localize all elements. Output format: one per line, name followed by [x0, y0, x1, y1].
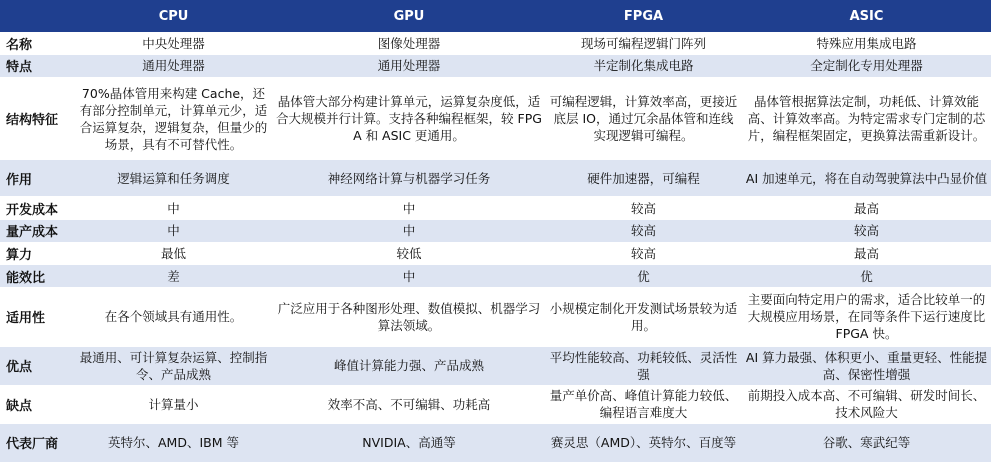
- table-row: [0, 265, 991, 288]
- row-label: 能效比: [0, 265, 74, 288]
- table-cell: 较高: [545, 219, 742, 242]
- table-cell: 英特尔、AMD、IBM 等: [74, 423, 273, 462]
- table-cell: AI 算力最强、体积更小、重量更轻、性能提高、保密性增强: [742, 346, 991, 385]
- table-cell: 中: [273, 219, 545, 242]
- row-label: 量产成本: [0, 219, 74, 242]
- row-label: 名称: [6, 37, 33, 53]
- table-cell: 中: [74, 219, 273, 242]
- table-cell: 计算量小: [148, 396, 199, 412]
- table-cell: 最高: [853, 245, 879, 261]
- table-cell: 谷歌、寒武纪等: [742, 423, 991, 462]
- table-cell: 图像处理器: [377, 35, 441, 51]
- table-cell: 平均性能较高、功耗较低、灵活性强: [545, 346, 742, 385]
- table-row: [0, 77, 991, 159]
- table-cell: 70%晶体管用来构建 Cache，还有部分控制单元，计算单元少，适合运算复杂，逻辑复杂，但量少的场景，具有不可替代性。: [79, 85, 268, 152]
- table-cell: 优: [742, 265, 991, 288]
- header-corner: [0, 0, 74, 32]
- table-row: [0, 287, 991, 346]
- table-cell: 最低: [160, 245, 186, 261]
- row-label: 作用: [0, 160, 74, 197]
- row-label: 优点: [0, 346, 74, 385]
- table-row: [0, 197, 991, 220]
- table-cell: 晶体管大部分构建计算单元，运算复杂度低，适合大规模并行计算。支持各种编程框架，较 FPGA 和 ASIC 更通用。: [276, 94, 542, 143]
- table-row: [0, 242, 991, 265]
- row-label: 开发成本: [6, 202, 59, 218]
- table-row: [0, 55, 991, 78]
- table-cell: 中央处理器: [142, 35, 205, 51]
- table-cell: 效率不高、不可编辑、功耗高: [327, 396, 491, 412]
- table-cell: 特殊应用集成电路: [816, 35, 917, 51]
- table-cell: 较高: [630, 245, 656, 261]
- table-cell: 全定制化专用处理器: [742, 55, 991, 78]
- table-row: [0, 423, 991, 462]
- table-cell: 晶体管根据算法定制，功耗低、计算效能高、计算效率高。为特定需求专门定制的芯片，编程框架固定，更换算法需重新设计。: [747, 94, 986, 143]
- row-label: 特点: [0, 55, 74, 78]
- table-cell: 前期投入成本高、不可编辑、研发时间长、技术风险大: [747, 388, 986, 421]
- header-fpga: FPGA: [545, 0, 742, 32]
- table-cell: 半定制化集成电路: [545, 55, 742, 78]
- table-cell: 中: [273, 265, 545, 288]
- table-cell: 量产单价高、峰值计算能力较低、编程语言难度大: [549, 388, 738, 421]
- table-row: [0, 32, 991, 55]
- table-cell: 广泛应用于各种图形处理、数值模拟、机器学习算法领域。: [277, 300, 541, 333]
- table-cell: 较低: [396, 245, 422, 261]
- row-label: 算力: [6, 247, 33, 263]
- table-cell: 中: [402, 200, 416, 216]
- header-row: [0, 0, 991, 32]
- header-gpu: GPU: [273, 0, 545, 32]
- table-cell: 硬件加速器，可编程: [545, 160, 742, 197]
- table-cell: 最通用、可计算复杂运算、控制指令、产品成熟: [74, 346, 273, 385]
- row-label: 代表厂商: [0, 423, 74, 462]
- table-cell: 较高: [742, 219, 991, 242]
- table-cell: 神经网络计算与机器学习任务: [273, 160, 545, 197]
- header-cpu: CPU: [74, 0, 273, 32]
- table-cell: 峰值计算能力强、产品成熟: [273, 346, 545, 385]
- table-cell: AI 加速单元，将在自动驾驶算法中凸显价值: [742, 160, 991, 197]
- table-cell: NVIDIA、高通等: [273, 423, 545, 462]
- table-cell: 中: [167, 200, 180, 216]
- table-cell: 逻辑运算和任务调度: [74, 160, 273, 197]
- table-row: [0, 385, 991, 423]
- row-label: 缺点: [6, 398, 33, 414]
- table-cell: 可编程逻辑，计算效率高，更接近底层 IO，通过冗余晶体管和连线实现逻辑可编程。: [549, 94, 738, 143]
- table-cell: 最高: [853, 200, 879, 216]
- table-row: [0, 219, 991, 242]
- table-cell: 小规模定制化开发测试场景较为适用。: [549, 300, 738, 333]
- table-cell: 通用处理器: [273, 55, 545, 78]
- header-asic: ASIC: [742, 0, 991, 32]
- row-label: 适用性: [6, 311, 46, 327]
- row-label: 结构特征: [6, 113, 59, 128]
- table-row: [0, 160, 991, 197]
- table-cell: 差: [74, 265, 273, 288]
- table-cell: 优: [545, 265, 742, 288]
- table-cell: 通用处理器: [74, 55, 273, 78]
- table-cell: 在各个领域具有通用性。: [104, 309, 243, 325]
- table-cell: 现场可编程逻辑门阵列: [580, 35, 706, 51]
- table-row: [0, 346, 991, 385]
- table-cell: 赛灵思（AMD）、英特尔、百度等: [545, 423, 742, 462]
- table-cell: 较高: [630, 200, 656, 216]
- table-cell: 主要面向特定用户的需求，适合比较单一的大规模应用场景，在同等条件下运行速度比 FPGA 快。: [747, 292, 986, 342]
